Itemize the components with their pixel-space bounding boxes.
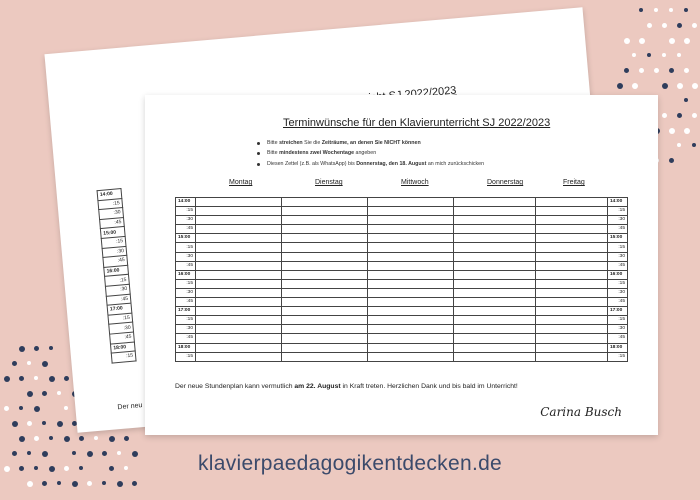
time-slot-label: :30 (176, 325, 196, 334)
time-slot-label: :45 (176, 225, 196, 234)
time-slot-label: 18:00 (176, 343, 196, 352)
slot-cell-mittwoch[interactable] (368, 225, 454, 234)
schedule-row (176, 343, 628, 352)
decorative-dot (662, 23, 667, 28)
decorative-dot (692, 143, 696, 147)
time-slot-label: :30 (608, 325, 628, 334)
slot-cell-dienstag[interactable] (282, 288, 368, 297)
slot-cell-freitag[interactable] (536, 270, 608, 279)
slot-cell-dienstag[interactable] (282, 279, 368, 288)
slot-cell-mittwoch[interactable] (368, 316, 454, 325)
decorative-dot (677, 83, 683, 89)
decorative-dot (19, 406, 23, 410)
decorative-dot (669, 68, 674, 73)
slot-cell-donnerstag[interactable] (454, 225, 536, 234)
slot-cell-donnerstag[interactable] (454, 234, 536, 243)
decorative-dot (117, 481, 123, 487)
decorative-dot (662, 53, 666, 57)
decorative-dot (624, 68, 629, 73)
decorative-dot (639, 38, 645, 44)
time-slot-label: :15 (176, 243, 196, 252)
slot-cell-donnerstag[interactable] (454, 288, 536, 297)
slot-cell-montag[interactable] (196, 298, 282, 307)
slot-cell-donnerstag[interactable] (454, 207, 536, 216)
decorative-dot (662, 113, 667, 118)
slot-cell-montag[interactable] (196, 316, 282, 325)
schedule-row (176, 307, 628, 316)
slot-cell-montag[interactable] (196, 207, 282, 216)
decorative-dot (42, 391, 47, 396)
decorative-dot (34, 406, 40, 412)
slot-cell-freitag[interactable] (536, 279, 608, 288)
time-slot-label: :30 (176, 252, 196, 261)
decorative-dot (34, 436, 39, 441)
slot-cell-mittwoch[interactable] (368, 298, 454, 307)
time-slot-label: :45 (176, 334, 196, 343)
back-time-slot-label: :45 (103, 255, 128, 267)
time-slot-label: 14:00 (176, 198, 196, 207)
slot-cell-dienstag[interactable] (282, 352, 368, 361)
time-slot-label: :30 (176, 288, 196, 297)
decorative-dot (4, 376, 10, 382)
slot-cell-dienstag[interactable] (282, 243, 368, 252)
time-slot-label: :15 (176, 207, 196, 216)
decorative-dot (12, 361, 17, 366)
slot-cell-mittwoch[interactable] (368, 216, 454, 225)
schedule-row (176, 207, 628, 216)
schedule-row (176, 234, 628, 243)
slot-cell-montag[interactable] (196, 243, 282, 252)
decorative-dot (684, 128, 690, 134)
slot-cell-freitag[interactable] (536, 252, 608, 261)
time-slot-label: :15 (608, 243, 628, 252)
schedule-row (176, 298, 628, 307)
decorative-dot (654, 8, 658, 12)
decorative-dot (639, 8, 643, 12)
time-slot-label: 16:00 (608, 270, 628, 279)
time-slot-label: 18:00 (608, 343, 628, 352)
slot-cell-freitag[interactable] (536, 334, 608, 343)
slot-cell-dienstag[interactable] (282, 216, 368, 225)
decorative-dot (64, 376, 69, 381)
schedule-row (176, 352, 628, 361)
time-slot-label: 15:00 (176, 234, 196, 243)
time-slot-label: :15 (176, 316, 196, 325)
time-slot-label: :15 (608, 207, 628, 216)
decorative-dot (654, 68, 659, 73)
instruction-list (257, 138, 484, 169)
decorative-dot (647, 53, 651, 57)
slot-cell-mittwoch[interactable] (368, 343, 454, 352)
time-slot-label: :30 (608, 216, 628, 225)
slot-cell-freitag[interactable] (536, 316, 608, 325)
decorative-dot (27, 421, 32, 426)
schedule-grid (175, 197, 628, 362)
decorative-dot (662, 83, 668, 89)
footer-note (175, 383, 518, 390)
slot-cell-freitag[interactable] (536, 288, 608, 297)
decorative-dot (692, 83, 698, 89)
decorative-dot (34, 376, 38, 380)
day-headers (145, 179, 658, 191)
slot-cell-dienstag[interactable] (282, 316, 368, 325)
instruction-text: an mich zurückschicken (426, 160, 485, 167)
decorative-dot (677, 23, 682, 28)
decorative-dot (64, 436, 70, 442)
decorative-dot (677, 53, 681, 57)
decorative-dot (49, 376, 55, 382)
slot-cell-freitag[interactable] (536, 216, 608, 225)
back-time-slot-label: 17:00 (107, 303, 132, 315)
slot-cell-dienstag[interactable] (282, 343, 368, 352)
decorative-dot (42, 361, 48, 367)
decorative-dot (639, 68, 644, 73)
decorative-dot (49, 436, 53, 440)
decorative-dot (57, 421, 63, 427)
slot-cell-mittwoch[interactable] (368, 261, 454, 270)
back-time-slot-label: 18:00 (110, 342, 135, 354)
site-url[interactable]: klavierpaedagogikentdecken.de (197, 452, 503, 475)
slot-cell-donnerstag[interactable] (454, 279, 536, 288)
decorative-dot (669, 128, 675, 134)
back-time-slot-label: :30 (109, 322, 134, 334)
time-slot-label: 14:00 (608, 198, 628, 207)
slot-cell-donnerstag[interactable] (454, 316, 536, 325)
day-header-montag: Montag (229, 179, 253, 186)
slot-cell-freitag[interactable] (536, 225, 608, 234)
slot-cell-mittwoch[interactable] (368, 198, 454, 207)
schedule-row (176, 325, 628, 334)
time-slot-label: :30 (176, 216, 196, 225)
slot-cell-donnerstag[interactable] (454, 334, 536, 343)
slot-cell-freitag[interactable] (536, 243, 608, 252)
footer-note-post: in Kraft treten. Herzlichen Dank und bis bald im Unterricht! (340, 383, 518, 390)
time-slot-label: 17:00 (176, 307, 196, 316)
back-time-slot-label: :45 (110, 332, 135, 344)
instruction-item (257, 148, 484, 158)
slot-cell-mittwoch[interactable] (368, 288, 454, 297)
decorative-dot (57, 391, 61, 395)
back-time-slot-label: :15 (101, 236, 126, 248)
decorative-dot (684, 98, 688, 102)
back-time-slot-label: :30 (105, 284, 130, 296)
decorative-dot (42, 421, 46, 425)
slot-cell-dienstag[interactable] (282, 298, 368, 307)
decorative-dot (669, 8, 673, 12)
slot-cell-donnerstag[interactable] (454, 252, 536, 261)
day-header-donnerstag: Donnerstag (487, 179, 524, 186)
schedule-row (176, 198, 628, 207)
decorative-dot (87, 481, 92, 486)
slot-cell-montag[interactable] (196, 279, 282, 288)
slot-cell-freitag[interactable] (536, 207, 608, 216)
decorative-dot (109, 436, 115, 442)
document-title: Terminwünsche für den Klavierunterricht SJ 2022/2023 (283, 117, 551, 129)
decorative-dot (624, 38, 630, 44)
slot-cell-mittwoch[interactable] (368, 325, 454, 334)
slot-cell-donnerstag[interactable] (454, 298, 536, 307)
slot-cell-mittwoch[interactable] (368, 307, 454, 316)
slot-cell-donnerstag[interactable] (454, 307, 536, 316)
decorative-dot (72, 481, 78, 487)
instruction-item (257, 138, 484, 148)
time-slot-label: :15 (608, 352, 628, 361)
slot-cell-mittwoch[interactable] (368, 270, 454, 279)
slot-cell-montag[interactable] (196, 352, 282, 361)
slot-cell-freitag[interactable] (536, 198, 608, 207)
decorative-dot (4, 406, 9, 411)
slot-cell-freitag[interactable] (536, 234, 608, 243)
slot-cell-montag[interactable] (196, 234, 282, 243)
decorative-dot (102, 481, 106, 485)
time-slot-label: :15 (608, 279, 628, 288)
decorative-dot (132, 481, 137, 486)
day-header-freitag: Freitag (563, 179, 585, 186)
schedule-row (176, 288, 628, 297)
time-slot-label: :45 (608, 261, 628, 270)
day-header-mittwoch: Mittwoch (401, 179, 429, 186)
decorative-dot (19, 346, 25, 352)
schedule-row (176, 334, 628, 343)
back-time-slot-label: :30 (99, 208, 124, 220)
front-sheet (145, 95, 658, 435)
slot-cell-donnerstag[interactable] (454, 216, 536, 225)
slot-cell-donnerstag[interactable] (454, 352, 536, 361)
decorative-dot (49, 346, 53, 350)
back-time-slot-label: :15 (108, 313, 133, 325)
decorative-dot (677, 143, 681, 147)
decorative-dot (124, 436, 129, 441)
slot-cell-mittwoch[interactable] (368, 243, 454, 252)
decorative-dot (677, 113, 682, 118)
slot-cell-montag[interactable] (196, 288, 282, 297)
decorative-dot (669, 38, 675, 44)
signature: Carina Busch (540, 405, 622, 419)
time-slot-label: :45 (176, 261, 196, 270)
slot-cell-donnerstag[interactable] (454, 261, 536, 270)
schedule-row (176, 279, 628, 288)
time-slot-label: 16:00 (176, 270, 196, 279)
slot-cell-mittwoch[interactable] (368, 334, 454, 343)
instruction-text: angeben (354, 150, 377, 157)
time-slot-label: :15 (176, 279, 196, 288)
instruction-text: Sie die (302, 140, 322, 146)
slot-cell-donnerstag[interactable] (454, 270, 536, 279)
back-time-slot-label: :15 (98, 198, 123, 210)
decorative-dot (684, 8, 688, 12)
slot-cell-montag[interactable] (196, 261, 282, 270)
decorative-dot (94, 436, 98, 440)
instruction-text: Zeiträume, an denen Sie NICHT können (321, 140, 421, 146)
slot-cell-dienstag[interactable] (282, 234, 368, 243)
decorative-dot (27, 481, 33, 487)
slot-cell-montag[interactable] (196, 343, 282, 352)
time-slot-label: 17:00 (608, 307, 628, 316)
instruction-item (257, 159, 484, 169)
slot-cell-freitag[interactable] (536, 343, 608, 352)
decorative-dot (19, 376, 24, 381)
decorative-dot (617, 83, 623, 89)
decorative-dot (57, 481, 61, 485)
decorative-dot (692, 23, 697, 28)
decorative-dot (684, 38, 690, 44)
decorative-dot (632, 83, 638, 89)
back-time-slot-label: :15 (111, 351, 136, 363)
slot-cell-dienstag[interactable] (282, 252, 368, 261)
decorative-dot (64, 406, 68, 410)
instruction-text: mindestens zwei Wochentage (279, 150, 355, 157)
decorative-dot (42, 481, 47, 486)
back-sheet-time-grid (97, 188, 137, 363)
slot-cell-dienstag[interactable] (282, 307, 368, 316)
slot-cell-donnerstag[interactable] (454, 325, 536, 334)
instruction-text: streichen (279, 140, 303, 146)
back-time-slot-label: 15:00 (100, 227, 125, 239)
slot-cell-donnerstag[interactable] (454, 343, 536, 352)
day-header-dienstag: Dienstag (315, 179, 343, 186)
instruction-text: Bitte (267, 140, 280, 146)
slot-cell-dienstag[interactable] (282, 270, 368, 279)
slot-cell-freitag[interactable] (536, 307, 608, 316)
slot-cell-montag[interactable] (196, 307, 282, 316)
slot-cell-freitag[interactable] (536, 261, 608, 270)
slot-cell-montag[interactable] (196, 216, 282, 225)
footer-note-date: am 22. August (294, 383, 341, 390)
decorative-dot (34, 346, 39, 351)
slot-cell-dienstag[interactable] (282, 207, 368, 216)
slot-cell-freitag[interactable] (536, 325, 608, 334)
slot-cell-montag[interactable] (196, 198, 282, 207)
decorative-dot (12, 421, 18, 427)
footer-note-pre: Der neue Stundenplan kann vermutlich (175, 383, 295, 390)
slot-cell-mittwoch[interactable] (368, 234, 454, 243)
decorative-dot (684, 68, 689, 73)
schedule-row (176, 316, 628, 325)
back-time-slot-label: 14:00 (97, 189, 122, 201)
back-time-slot-label: :30 (102, 246, 127, 258)
back-time-slot-label: :45 (100, 217, 125, 229)
time-slot-label: :15 (176, 352, 196, 361)
slot-cell-montag[interactable] (196, 334, 282, 343)
decorative-dot (27, 391, 33, 397)
back-time-slot-label: 16:00 (104, 265, 129, 277)
slot-cell-freitag[interactable] (536, 352, 608, 361)
slot-cell-dienstag[interactable] (282, 261, 368, 270)
schedule-row (176, 261, 628, 270)
schedule-row (176, 225, 628, 234)
slot-cell-montag[interactable] (196, 325, 282, 334)
slot-cell-mittwoch[interactable] (368, 279, 454, 288)
decorative-dot (632, 53, 636, 57)
instruction-text: Donnerstag, den 18. August (356, 160, 427, 167)
slot-cell-dienstag[interactable] (282, 225, 368, 234)
schedule-row (176, 243, 628, 252)
time-slot-label: :30 (608, 252, 628, 261)
decorative-dot (669, 158, 674, 163)
time-slot-label: :45 (176, 298, 196, 307)
slot-cell-donnerstag[interactable] (454, 243, 536, 252)
slot-cell-mittwoch[interactable] (368, 252, 454, 261)
decorative-dot (692, 113, 697, 118)
decorative-dot (79, 436, 84, 441)
decorative-dot (647, 23, 652, 28)
back-grid-row (111, 351, 136, 363)
decorative-dot (27, 361, 31, 365)
back-time-slot-label: :15 (105, 275, 130, 287)
slot-cell-dienstag[interactable] (282, 198, 368, 207)
instruction-text: Bitte (267, 150, 280, 157)
time-slot-label: :30 (608, 288, 628, 297)
time-slot-label: :15 (608, 316, 628, 325)
schedule-row (176, 252, 628, 261)
slot-cell-montag[interactable] (196, 270, 282, 279)
slot-cell-montag[interactable] (196, 225, 282, 234)
decorative-dot (19, 436, 25, 442)
back-time-slot-label: :45 (106, 294, 131, 306)
instruction-text: Diesen Zettel (z.B. als WhatsApp) bis (267, 160, 357, 167)
time-slot-label: 15:00 (608, 234, 628, 243)
time-slot-label: :45 (608, 225, 628, 234)
back-sheet-footer: Der neu (117, 402, 143, 412)
schedule-row (176, 216, 628, 225)
slot-cell-donnerstag[interactable] (454, 198, 536, 207)
time-slot-label: :45 (608, 334, 628, 343)
schedule-row (176, 270, 628, 279)
time-slot-label: :45 (608, 298, 628, 307)
slot-cell-mittwoch[interactable] (368, 207, 454, 216)
slot-cell-dienstag[interactable] (282, 325, 368, 334)
slot-cell-mittwoch[interactable] (368, 352, 454, 361)
slot-cell-freitag[interactable] (536, 298, 608, 307)
slot-cell-montag[interactable] (196, 252, 282, 261)
slot-cell-dienstag[interactable] (282, 334, 368, 343)
